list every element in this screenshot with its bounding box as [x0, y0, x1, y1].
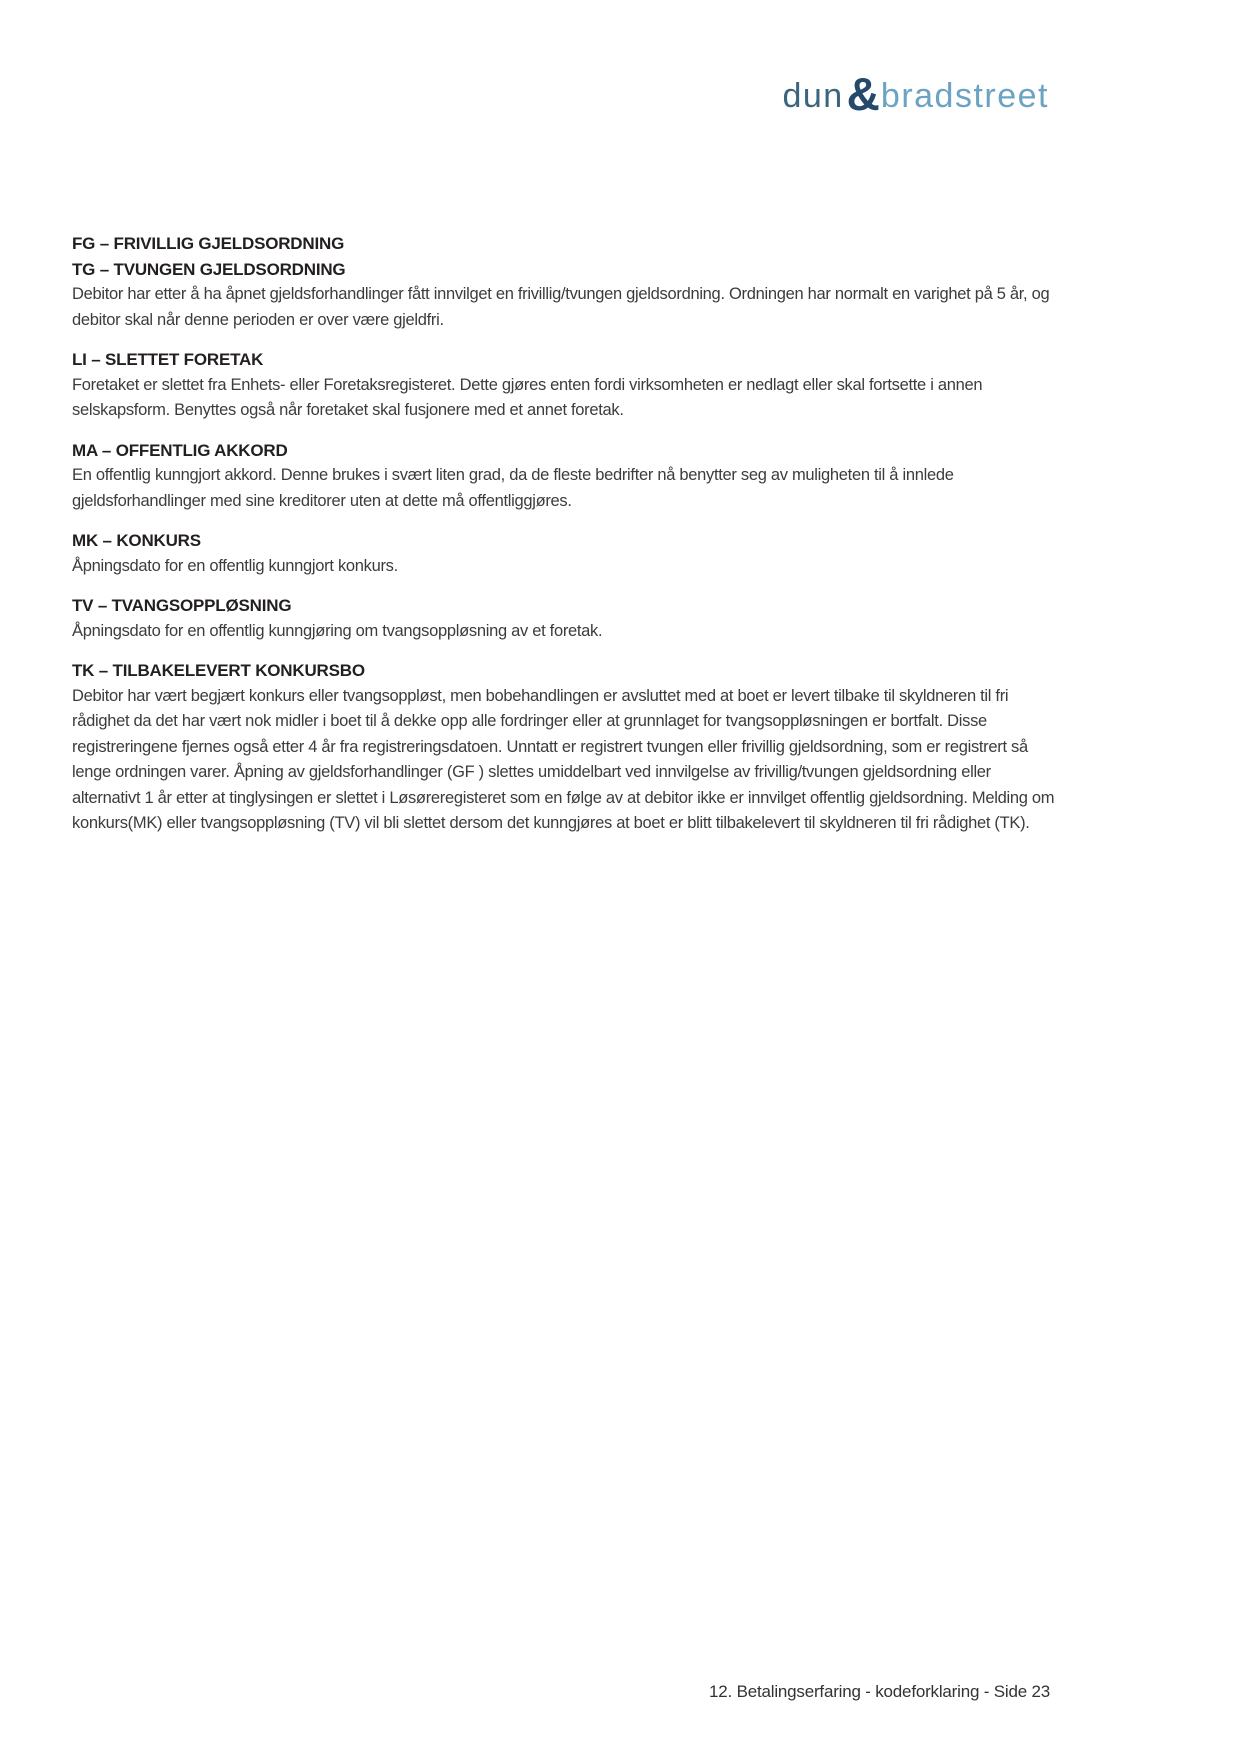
- section-body-text: Åpningsdato for en offentlig kunngjøring om tvangsoppløsning av et foretak.: [72, 621, 603, 640]
- section-body-text: Foretaket er slettet fra Enhets- eller Foretaksregisteret. Dette gjøres enten fordi virksomheten er nedlagt eller skal fortsette i annen selskapsform. Benyttes også når foretaket skal fusjonere med et annet foretak.: [72, 375, 983, 419]
- section-li-slettet-foretak: [72, 347, 1060, 424]
- section-body-text: Debitor har etter å ha åpnet gjeldsforhandlinger fått innvilget en frivillig/tvungen gjeldsordning. Ordningen har normalt en varighet på 5 år, og debitor skal når denne perioden er over være gjeldfri.: [72, 285, 1050, 329]
- section-heading-ma: MA – OFFENTLIG AKKORD: [72, 440, 288, 460]
- dun-bradstreet-logo: [782, 68, 1049, 120]
- ampersand-icon: &: [846, 68, 880, 120]
- logo-text-dun: dun: [782, 77, 844, 115]
- section-tv-tvangsopplosning: [72, 593, 1060, 644]
- section-mk-konkurs: [72, 528, 1060, 579]
- section-ma-offentlig-akkord: [72, 438, 1060, 515]
- section-heading-fg: FG – FRIVILLIG GJELDSORDNING: [72, 234, 345, 253]
- section-body-text: Debitor har vært begjært konkurs eller tvangsoppløst, men bobehandlingen er avsluttet med at boet er levert tilbake til skyldneren til fri rådighet da det har vært nok midler i boet til å dekke opp alle fordringer eller at grunnlaget for tvangsoppløsningen er bortfalt. Disse registreringene fjernes også etter 4 år fra registreringsdatoen. Unntatt er registrert tvungen eller frivillig gjeldsordning, som er registrert så lenge ordningen varer. Åpning av gjeldsforhandlinger (GF ) slettes umiddelbart ved innvilgelse av frivillig/tvungen gjeldsordning eller alternativt 1 år etter at tinglysingen er slettet i Løsøreregisteret som en følge av at debitor ikke er innvilget offentlig gjeldsordning. Melding om konkurs(MK) eller tvangsoppløsning (TV) vil bli slettet dersom det kunngjøres at boet er blitt tilbakelevert til skyldneren til fri rådighet (TK).: [72, 686, 1055, 832]
- section-body-text: En offentlig kunngjort akkord. Denne brukes i svært liten grad, da de fleste bedrifter nå benytter seg av muligheten til å innlede gjeldsforhandlinger med sine kreditorer uten at dette må offentliggjøres.: [72, 466, 954, 510]
- section-heading-tg: TG – TVUNGEN GJELDSORDNING: [72, 259, 346, 279]
- section-tk-tilbakelevert-konkursbo: [72, 658, 1060, 837]
- logo-text-bradstreet: bradstreet: [880, 77, 1049, 115]
- section-body-text: Åpningsdato for en offentlig kunngjort konkurs.: [72, 556, 398, 575]
- section-heading-tv: TV – TVANGSOPPLØSNING: [72, 596, 292, 615]
- section-heading-tk: TK – TILBAKELEVERT KONKURSBO: [72, 661, 365, 680]
- section-heading-mk: MK – KONKURS: [72, 531, 201, 550]
- section-fg-tg-gjeldsordning: [72, 231, 1060, 333]
- page-footer-label: 12. Betalingserfaring - kodeforklaring - Side 23: [709, 1682, 1050, 1701]
- document-body: [72, 231, 1060, 851]
- section-heading-li: LI – SLETTET FORETAK: [72, 350, 264, 369]
